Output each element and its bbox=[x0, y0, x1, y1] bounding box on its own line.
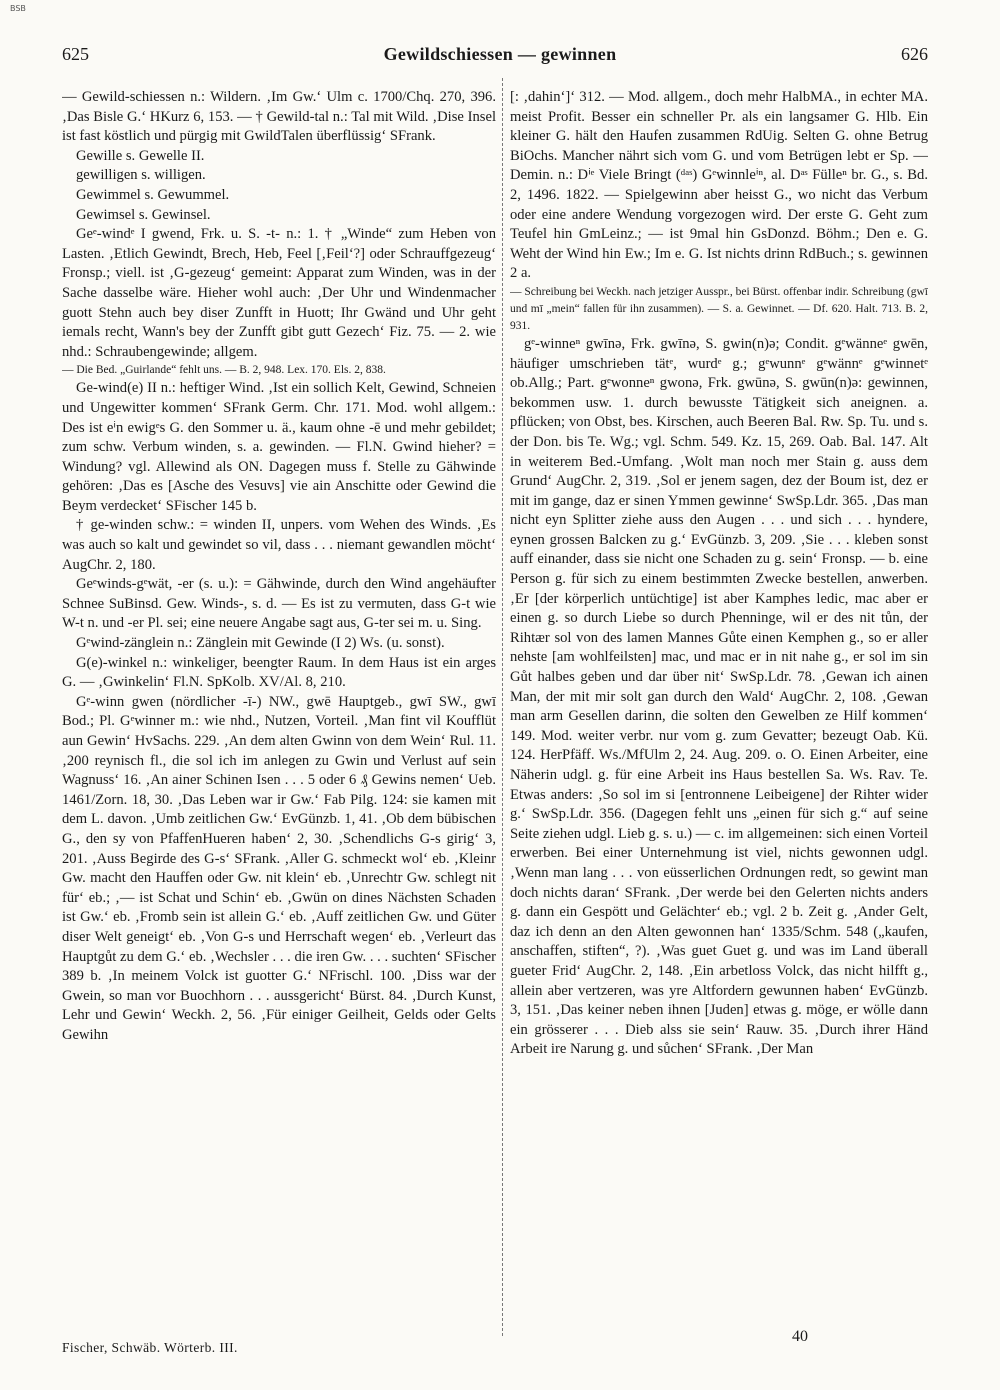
dictionary-entry: [: ‚dahin‘]‘ 312. — Mod. allgem., doch mehr HalbMA., in echter MA. meist Profit. Besser ein schneller Pr. als ein langsamer G. Hlb. Ein kleiner G. hält den Haufen zusammen RdUig. Selten G. ohne Betrug BiOchs. Mancher nährt sich vom G. und vom Betrügen lebt er Sp. — Demin. n.: Dⁱᵉ Viele Bringt (ᵈᵃˢ) Gᵉwinnleⁱⁿ, al. Dᵃˢ Fülleⁿ br. G., s. Bd. 2, 1496. 1822. — Spielgewinn aber heisst G., wo nicht das Verbum oder eine andere Wendung vorgezogen wird. Der erste G. Geht zum Teufel hin GmLeinz.; — ist 9mal hin GsDonzd. Böhm.; Den e. G. Weht der Wind hin Ew.; Im e. G. Ist nichts drinn RdBuch.; s. gewinnen 2 a. bbox=[510, 89, 928, 282]
column-divider bbox=[502, 78, 504, 1336]
running-title: Gewildschiessen — gewinnen bbox=[383, 44, 617, 64]
dictionary-entry: † ge-winden schw.: = winden II, unpers. vom Wehen des Winds. ‚Es was auch so kalt und gewindet so vil, dass . . . niemant gewandlen möcht‘ AugChr. 2, 180. bbox=[62, 517, 496, 573]
dictionary-entry: Geᵉ-windᵉ I gwend, Frk. u. S. -t- n.: 1. † „Winde“ zum Heben von Lasten. ‚Etlich Gewindt, Brech, Heb, Feel [‚Feil‘?] oder Schrauffgezeug‘ Fronsp.; viell. ist ‚G-gezeug‘ gemeint: Apparat zum Winden, was in der Sache dasselbe wäre. Hieher wohl auch: ‚Der Uhr und Windenmacher guott Stehn auch bey diser Zunfft in Huott; Ihr Gwänd und Uhr geht iemals recht, Wann's bey der Zunfft gibt gutt Gezech‘ Fiz. 75. — 2. wie nhd.: Schraubengewinde; allgem. bbox=[62, 226, 496, 360]
dictionary-entry: Gewimsel s. Gewinsel. bbox=[76, 206, 211, 223]
dictionary-entry: — Die Bed. „Guirlande“ fehlt uns. — B. 2, 948. Lex. 170. Els. 2, 838. bbox=[62, 364, 386, 377]
dictionary-entry: G(e)-winkel n.: winkeliger, beengter Raum. In dem Haus ist ein arges G. — ‚Gwinkelin‘ Fl.N. SpKolb. XV/Al. 8, 210. bbox=[62, 654, 496, 691]
page-number-left: 625 bbox=[62, 44, 89, 64]
dictionary-entry: — Gewild-schiessen n.: Wildern. ‚Im Gw.‘ Ulm c. 1700/Chq. 270, 396. ‚Das Bisle G.‘ HKurz 6, 153. — † Gewild-tal n.: Tal mit Wild. ‚Dise Insel ist fast köstlich und pürgig mit GwildTalen überflüssig‘ SFrank. bbox=[62, 89, 496, 145]
sheet-number: 40 bbox=[792, 1328, 808, 1345]
footer-signature: Fischer, Schwäb. Wörterb. III. bbox=[62, 1340, 238, 1355]
dictionary-entry: — Schreibung bei Weckh. nach jetziger Ausspr., bei Bürst. offenbar indir. Schreibung (gwī und mī „mein“ fallen für ihn zusammen). — S. a. Gewinnet. — Df. 620. Halt. 713. B. 2, 931. bbox=[510, 285, 928, 332]
dictionary-entry: Gᵉwind-zänglein n.: Zänglein mit Gewinde (I 2) Ws. (u. sonst). bbox=[76, 635, 445, 652]
dictionary-entry: gewilligen s. willigen. bbox=[76, 167, 206, 184]
dictionary-entry: gᵉ-winneⁿ gwīnə, Frk. gwīnə, S. gwin(n)ə; Condit. gᵉwänneᵉ gwēn, häufiger umschrieben tätᵉ, wurdᵉ g.; gᵉwunnᵉ gᵉwännᵉ gᵉwinnetᵉ ob.Allg.; Part. gᵉwonneⁿ gwonə, Frk. gwūnə, S. gwūn(n)ə: gewinnen, bekommen usw. 1. durch bewusste Tätigkeit sich aneignen. a. pflücken; von Obst, bes. Kirschen, auch Beeren Bal. Rw. Sp. Tu. und s. der Don. bis Te. Wg.; vgl. Schm. 549. Kz. 15, 269. Oab. Bal. 147. Alt in weiterem Bed.-Umfang. ‚Wolt man noch mer Stain g. auss dem Grund‘ AugChr. 2, 319. ‚Sol er jenem sagen, dez der Boum ist, dez er mit im gange, daz er sinen Ymmen gewinne‘ SwSp.Ldr. 365. ‚Das man nicht eyn Splitter ziehe auss den Augen . . . und sich . . . hyndere, eynen grossen Balcken zu g.‘ EvGünzb. 3, 209. ‚Sie . . . kleben sonst auff einander, dass sie nicht one Schaden zu g. sein‘ Fronsp. — b. eine Person g. für sich zu einem bestimmten Zwecke bestellen, anwerben. ‚Er [der körperlich untüchtige] ist aber Kamphes ledic, mac aber er einen g. so durch Liebe so durch Phenninge, wil er des nit tůn, der Rihtær sol von des lamen Mannes Gůte einen Kemphen g., so er aller nehste [am wohlfeilsten] mac, und mac er in nit nahe g., er sol im sin Gůt halbes geben und dar über nit‘ SwSp.Ldr. 78. ‚Gewan ich ainen Man, der mit mir solt gan durch den Wald‘ AugChr. 2, 108. ‚Gewan man arm Gesellen darinn, die solten den Gewelben ze Hilf kommen‘ 149. Mod. weiter verbr. nur vom g. zum Gevatter; bezeugt Oab. Kü. 124. HerPfäff. Ws./MfUlm 2, 24. Aug. 209. o. O. Einen Arbeiter, eine Näherin udgl. g. für eine Arbeit ins Haus bestellen Sa. Ws. Rav. Te. Etwas anders: ‚So sol im si [entronnene Leibeigene] der Rihter wider g.‘ SwSp.Ldr. 356. (Dagegen fehlt uns „einen für sich g.“ auf seine Seite ziehen udgl. Lieb g. s. u.) — c. im allgemeinen: sich einen Vorteil erwerben. Bei einer Unternehmung ist viel, nichts gewonnen udgl. ‚Wenn man lang . . . von eüsserlichen Ordnungen redt, so gewint man doch nichts daran‘ SFrank. ‚Der werde bei den Gelerten nichts anders g. dann ein Gespött und Gelächter‘ eb.; vgl. 2 b. Zeit g. ‚Ander Gelt, daz ich denn an den Alten gewonnen han‘ 1335/Schm. 548 („kaufen, anschaffen, stiften“, ?). ‚Was guet Guet g. und was im Land überall gueter Frid‘ AugChr. 2, 148. ‚Ein arbetloss Volck, das nicht hilfft g., allein aber vertzeren, was yre Altfordern gewunnen haben‘ EvGünzb. 3, 151. ‚Das keiner neben ihnen [Juden] etwas g. möge, er wölle dann ein grösserer . . . Dieb alss sie sein‘ Rauw. 35. ‚Durch ihrer Händ Arbeit ire Narung g. und sůchen‘ SFrank. ‚Der Man bbox=[510, 335, 928, 1058]
dictionary-entry: Gewille s. Gewelle II. bbox=[76, 147, 205, 164]
dictionary-entry: Gᵉ-winn gwen (nördlicher -ī-) NW., gwē Hauptgeb., gwī SW., gwī Bod.; Pl. Gᵉwinner m.: wie nhd., Nutzen, Vorteil. ‚Man fint vil Koufflüt aun Gewin‘ HvSachs. 229. ‚An dem alten Gwinn von dem Wein‘ Rul. 11. ‚200 reynisch fl., die sol ich im anlegen zu Gwin und Verlust auf sein Wagnuss‘ 16. ‚An ainer Schinen Isen . . . 5 oder 6 ₰ Gewins nemen‘ Ueb. 1461/Zorn. 18, 30. ‚Das Leben war ir Gw.‘ Fab Pilg. 124: sie kamen mit dem L. davon. ‚Umb zeitlichen Gw.‘ EvGünzb. 1, 41. ‚Ob dem bübischen G., den sy von PfaffenHueren haben‘ 2, 30. ‚Schendlichs G-s girig‘ 3, 201. ‚Auss Begirde des G-s‘ SFrank. ‚Aller G. schmeckt wol‘ eb. ‚Kleinr Gw. macht den Hauffen oder Gw. nit klein‘ eb. ‚Unrechtr Gw. schlegt nit für‘ eb.; ‚— ist Schat und Schin‘ eb. ‚Gwün on dines Nächsten Schaden ist Gw.‘ eb. ‚Fromb sein ist allein G.‘ eb. ‚Auff zeitlichen Gw. und Güter diser Welt geneigt‘ eb. ‚Von G-s und Herrschaft wegen‘ eb. ‚Verleurt das Hauptgůt zu dem G.‘ eb. ‚Wechsler . . . die iren Gw. . . . suchten‘ SFischer 389 b. ‚In meinem Volck ist guotter G.‘ NFrischl. 100. ‚Diss war der Gwein, so man vor Buochhorn . . . aussgericht‘ Bürst. 84. ‚Durch Kunst, Lehr und Gewin‘ Weckh. 2, 56. ‚Für einiger Geilheit, Gelds oder Gelts Gewihn bbox=[62, 693, 496, 1043]
left-column bbox=[62, 88, 496, 1328]
page-number-right: 626 bbox=[901, 44, 928, 64]
dictionary-entry: Ge-wind(e) II n.: heftiger Wind. ‚Ist ein sollich Kelt, Gewind, Schneien und Ungewitter kommen‘ SFrank Germ. Chr. 171. Mod. wohl allgem.: Des ist eⁱn ewigᵉs G. den Sommer u. ä., kaum ohne -ē und mehr gebildet; zum schw. Verbum winden, s. a. gewinden. — Fl.N. Gwind hieher? = Windung? vgl. Allewind als ON. Dagegen muss f. Stelle zu Gähwinde gehören: ‚Das es [Asche des Vesuvs] vie ain Anschitte oder Gewind die Beym verdecket‘ SFischer 145 b. bbox=[62, 380, 496, 514]
right-column bbox=[510, 88, 928, 1328]
dictionary-entry: Gewimmel s. Gewummel. bbox=[76, 186, 230, 203]
dictionary-entry: Geᵉwinds-gᵉwät, -er (s. u.): = Gähwinde, durch den Wind angehäufter Schnee SuBinsd. Gew. Winds-, s. d. — Es ist zu vermuten, dass G-t wie W-t n. und -er Pl. sei; eine neuere Angabe sagt aus, G-ter sei m. u. Sing. bbox=[62, 576, 496, 632]
library-stamp: BSB bbox=[10, 4, 26, 13]
